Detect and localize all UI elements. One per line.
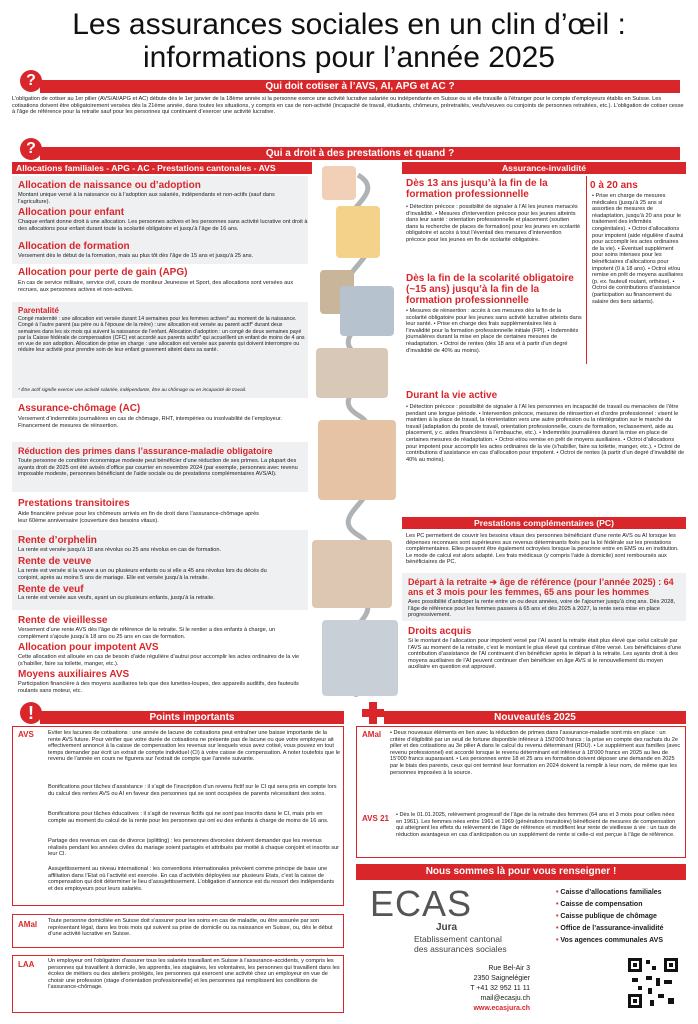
heading-transitoires: Prestations transitoires xyxy=(18,498,130,509)
note-parentalite: * Être actif signifie exercer une activité salariée, indépendante, être au chômage ou en incapacité de travail. xyxy=(18,388,247,393)
q1-text: L’obligation de cotiser au 1er pilier (AVS/AI/APG et AC) débute dès le 1er janvier de la 18ème année si la personne exerce une activité lucrative salariée ou indépendante en Suisse ou si elle travaille à l’étranger pour le compte d’employeurs établis en Suisse. Les cotisations doivent être obligatoirement versées dès la 21ème année, dans toutes les situations, y compris en cas de non-activité (incapacité de travail, étudiants, chômeurs, préretraités, veufs/veuves ou conjoints de personnes retraitées, etc.). L’obligation de cotiser cesse à l’âge de référence pour la retraite sauf pour les personnes qui continuent d’exercer une activité lucrative. xyxy=(12,96,684,116)
couple-photo xyxy=(312,540,392,608)
text-orphelin: La rente est versée jusqu’à 18 ans révolus ou 25 ans révolus en cas de formation. xyxy=(18,547,222,553)
plus-icon xyxy=(362,702,384,724)
right-subheader: Assurance-invalidité xyxy=(402,162,686,174)
service-2: • Caisse de compensation xyxy=(556,901,643,908)
text-vie-active: • Détection précoce : possibilité de signaler à l’AI les personnes en incapacité de travail ou menacées de l’être pendant une longue période. • Intervention précoce, mesures de réinsertion et d’ordre professionnel : visent le maintien à la place de travail, la réorientation vers une autre profession ou la réintégration sur le marché du travail (adaptation du poste de travail, orientation professionnelle, cours de formation, reclassement, aide au placement, y c. aides financières à l’embauche, etc.). • Indemnités journalières durant la mise en place de certaines mesures de réadaptation. • Octroi et/ou remise en prêt de moyens auxiliaires. • Octroi d’allocations pour impotent pour accomplir les actes ordinaires de la vie (s’habiller, faire sa toilette, manger, etc.). • Octroi de contributions d’assistance en cas d’allocation pour impotent. • Octroi de rentes (à partir d’un degré d’invalidité de 40% au moins). xyxy=(406,404,685,463)
text-scolarite: • Mesures de réinsertion : accès à ces mesures dès la fin de la scolarité obligatoire pour les jeunes sans activité lucrative atteints dans leur santé. • Prise en charge des frais supplémentaires liés à l’invalidité pour la formation professionnelle initiale (FPI). • Indemnités journalières durant la mise en place de certaines mesures de réadaptation. • Octroi de rentes (dès 18 ans et à partir d’un degré d’invalidité de 40% au moins). xyxy=(406,308,582,354)
address-line-2: 2350 Saignelégier xyxy=(473,975,530,982)
q2-bar: Qui a droit à des prestations et quand ? xyxy=(40,147,680,160)
text-moyens: Participation financière à des moyens auxiliaires tels que des lunettes-loupes, des appareils auditifs, des fauteuils roulants sans moteur, etc. xyxy=(18,681,299,694)
point-laa: Un employeur ont l’obligation d’assurer tous les salariés travaillant en Suisse à l’assurance-accidents, y compris les personnes qui travaillent à domicile, les apprentis, les stagiaires, les volontaires, les personnes qui travaillent dans les écoles de métiers ou des ateliers protégés, les personnes qui exercent une activité chez un employeur en vue de choisir une profession (stage d’orientation professionnelle) et les personnes qui remplissent les conditions de l’assurance-chômage. xyxy=(48,958,340,991)
heading-primes: Réduction des primes dans l’assurance-maladie obligatoire xyxy=(18,446,273,456)
text-primes: Toute personne de condition économique modeste peut bénéficier d’une réduction de ses primes. La plupart des ayants droit de 2025 ont été avisés d’office par courrier en novembre 2024 (par exemple, personnes avec revenu imposable modeste, personnes bénéficiant de l’aide sociale ou de prestations complémentaires AVS/AI). xyxy=(18,458,298,478)
label-avs: AVS xyxy=(18,730,34,739)
label-laa: LAA xyxy=(18,960,35,969)
qr-code-icon[interactable] xyxy=(628,958,678,1008)
website-link[interactable]: www.ecasjura.ch xyxy=(473,1005,530,1012)
heading-impotent: Allocation pour impotent AVS xyxy=(18,642,159,653)
service-1: • Caisse d’allocations familiales xyxy=(556,889,662,896)
heading-0-20: 0 à 20 ans xyxy=(590,180,638,191)
phone: T +41 32 952 11 11 xyxy=(470,985,530,992)
child-photo xyxy=(336,206,380,258)
email-link[interactable]: mail@ecasju.ch xyxy=(480,995,530,1002)
heading-enfant: Allocation pour enfant xyxy=(18,207,125,218)
text-veuf: La rente est versée aux veufs, ayant un ou plusieurs enfants, jusqu’à la retraite. xyxy=(18,595,215,601)
text-parentalite: Congé maternité : une allocation est versée durant 14 semaines pour les femmes actives* au moment de la naissance. Congé à l’autre parent (au père ou à l’épouse de la mère) : une allocation est versée au parent actif* durant deux semaines dans les six mois qui suivent la naissance de l’enfant. Allocation d’adoption : un congé de deux semaines payé par la Caisse fédérale de compensation (CFC) est accordé aux parents actifs* qui accueillent un enfant de moins de 4 ans en vue de son adoption. Allocation de prise en charge : une allocation est versée aux parents qui doivent interrompre ou réduire leur activité pour prendre soin de leur enfant gravement atteint dans sa santé. xyxy=(18,316,305,354)
ecas-logo: ECAS xyxy=(370,883,473,924)
text-enfant: Chaque enfant donne droit à une allocation. Les personnes actives et les personnes sans activité lucrative ont droit à des allocations pour enfant durant toute la scolarité obligatoire et jusqu’à l’âge de 16 ans. xyxy=(18,219,308,232)
title-line-1: Les assurances sociales en un clin d’œil : xyxy=(72,8,626,41)
ecas-bar: Nous sommes là pour vous renseigner ! xyxy=(356,864,686,880)
point-educatives: Bonifications pour tâches éducatives : il s’agit de revenus fictifs qui ne sont pas inscrits dans le CI, mais pris en compte au moment du calcul de la rente pour les personnes qui ont eu des enfants à charge de moins de 16 ans. xyxy=(48,811,329,824)
text-veuve: La rente est versée si la veuve a un ou plusieurs enfants ou si elle a 45 ans révolus lors du décès du conjoint, après au moins 5 ans de mariage. Elle est versée jusqu’à la retraite. xyxy=(18,568,267,581)
baby-photo xyxy=(322,166,356,200)
nouveaute-amal: • Deux nouveaux éléments en lien avec la réduction de primes dans l’assurance-maladie sont mis en place : un critère d’éligibilité par un seuil de fortune disponible inférieur à 150’000 francs ; la prise en compte des rachats du 2e pilier et des cotisations au 3e pilier A dans le calcul du revenu déterminant (RDU). • Le supplément aux familles (avec revenu professionnel) est accordé lorsque le revenu déterminant est inférieur à 18’000 francs en 2025 au lieu de 15’000 francs auparavant. • Les personnes entre 18 et 25 ans en formation doivent déposer une demande en 2025 par le biais des parents, ceux qui ont terminé leur formation en 2024 doivent la remplir à leur nom, de même que les personnes imposées à la source. xyxy=(390,730,681,776)
point-amal: Toute personne domiciliée en Suisse doit s’assurer pour les soins en cas de maladie, ou être assurée par son représentant légal, dans les trois mois qui suivent sa prise de domicile ou sa naissance en Suisse, ou, dès le début d’une activité lucrative en Suisse. xyxy=(48,918,333,938)
heading-veuf: Rente de veuf xyxy=(18,584,84,595)
text-transitoires: Aide financière prévue pour les chômeurs arrivés en fin de droit dans l’assurance-chômage après leur 60ème anniversaire (couverture des besoins vitaux). xyxy=(18,511,259,524)
student-photo xyxy=(340,286,394,336)
service-3: • Caisse publique de chômage xyxy=(556,913,657,920)
nouveaute-avs21: • Dès le 01.01.2025, relèvement progressif de l’âge de la retraite des femmes (64 ans et 3 mois pour celles nées en 1961). Les femmes nées entre 1961 et 1969 (génération transitoire) bénéficient de mesures de compensation qui atteignent les effets du relèvement de l’âge de référence et modifient leur rente de vieillesse à vie : un taux de réduction avantageux en cas d’anticipation ou un supplément de rente si celle-ci est perçue à l’âge de référence. xyxy=(396,812,677,838)
text-13ans: • Détection précoce : possibilité de signaler à l’AI les jeunes menacés d’invalidité. • Mesures d’intervention précoce pour les jeunes atteints dans leur santé : orientation professionnelle et placement (soutien dans la recherche de places de formation) pour les jeunes en scolarité obligatoire et accès à tout l’éventail des mesures d’intervention précoce pour les jeunes en fin de scolarité obligatoire. xyxy=(406,204,581,243)
point-international: Assujettissement au niveau international : les conventions internationales prévoient comme principe de base une affiliation dans l’Etat où l’activité est exercée. En cas d’activités déployées sur plusieurs Etats, c’est la caisse de compensation qui doit déterminer le lieu d’assujettissement. L’obligation d’annonce est du ressort des indépendants et des employeurs pour leurs salariés. xyxy=(48,866,335,892)
service-4: • Office de l’assurance-invalidité xyxy=(556,925,664,932)
left-subheader: Allocations familiales - APG - AC - Prestations cantonales - AVS xyxy=(12,162,312,174)
laptop-photo xyxy=(316,348,388,398)
ecas-name-1: Etablissement cantonal xyxy=(414,934,502,944)
text-0-20: • Prise en charge de mesures médicales (jusqu’à 25 ans si assorties de mesures de réadaptation, jusqu’à 20 ans pour le traitement des infirmités congénitales). • Octroi d’allocations pour impotent (aide régulière d’autrui pour accomplir les actes ordinaires de la vie). • Éventuel supplément pour soins intenses pour les bénéficiaires d’allocations pour impotent (0 à 18 ans). • Octroi et/ou remise en prêt de moyens auxiliaires (p. ex. fauteuil roulant, orthèse). • Octroi de contributions d’assistance (participation au financement du salaire des tiers aidants). xyxy=(592,193,684,305)
text-vieillesse: Versement d’une rente AVS dès l’âge de référence de la retraite. Si le rentier a des enfants à charge, un complément s’ajoute jusqu’à 18 ans ou 25 ans en cas de formation. xyxy=(18,627,276,640)
text-naissance: Montant unique versé à la naissance ou à l’adoption aux salariés, indépendants et non-actifs (sauf dans l’agriculture). xyxy=(18,192,275,205)
heading-depart: Départ à la retraite ➔ âge de référence (pour l’année 2025) : 64 ans et 3 mois pour les femmes, 65 ans pour les hommes xyxy=(408,577,674,597)
exclamation-icon: ! xyxy=(20,702,42,724)
point-divorce: Partage des revenus en cas de divorce (splitting) : les personnes divorcées doivent demander que les revenus réalisés pendant les années civiles du mariage soient partagés et attribués par moitié à chaque conjoint et inscrits sur leur CI. xyxy=(48,838,340,858)
text-formation: Versement dès le début de la formation, mais au plus tôt dès l’âge de 15 ans et jusqu’à 25 ans. xyxy=(18,253,254,259)
question-mark-icon-2: ? xyxy=(20,138,42,160)
heading-chomage: Assurance-chômage (AC) xyxy=(18,403,141,414)
point-assistance: Bonifications pour tâches d’assistance : il s’agit de l’inscription d’un revenu fictif sur le CI qui sera pris en compte lors du calcul des rentes AVS ou AI en faveur des personnes qui se sont occupées de parents nécessitant des soins. xyxy=(48,784,337,797)
heading-vieillesse: Rente de vieillesse xyxy=(18,615,108,626)
address-line-1: Rue Bel-Air 3 xyxy=(488,965,530,972)
points-bar: Points importants xyxy=(40,711,344,724)
pc-subheader: Prestations complémentaires (PC) xyxy=(402,517,686,529)
heading-orphelin: Rente d’orphelin xyxy=(18,535,97,546)
heading-13ans: Dès 13 ans jusqu’à la fin de la formation professionnelle xyxy=(406,178,548,200)
heading-moyens: Moyens auxiliaires AVS xyxy=(18,669,130,680)
q1-bar: Qui doit cotiser à l’AVS, AI, APG et AC ? xyxy=(40,80,680,93)
text-chomage: Versement d’indemnités journalières en cas de chômage, RHT, intempéries ou insolvabilité de l’employeur. Financement de mesures de réinsertion. xyxy=(18,416,282,429)
heading-veuve: Rente de veuve xyxy=(18,556,92,567)
service-5: • Vos agences communales AVS xyxy=(556,937,663,944)
text-apg: En cas de service militaire, service civil, cours de moniteur Jeunesse et Sport, des allocations sont versées aux recrues, aux personnes actives et non-actives. xyxy=(18,280,294,293)
heading-formation: Allocation de formation xyxy=(18,241,130,252)
page-title xyxy=(0,8,698,74)
heading-apg: Allocation pour perte de gain (APG) xyxy=(18,267,188,278)
question-mark-icon: ? xyxy=(20,70,42,92)
text-impotent: Cette allocation est allouée en cas de besoin d’aide régulière d’autrui pour accomplir les actes ordinaires de la vie (s’habiller, faire sa toilette, manger, etc.). xyxy=(18,654,300,667)
ecas-jura: Jura xyxy=(436,922,458,933)
point-lacunes: Eviter les lacunes de cotisations : une année de lacune de cotisations peut entraîner une baisse importante de la rente AVS future. Pour vérifier que votre durée de cotisations ne présente pas de lacune ou que votre employeur ait effectivement annoncé à la caisse de compensation les revenus sur lesquels vous avez cotisé, vous pouvez en tout temps demander par écrit un extrait de compte individuel (CI) à votre caisse de compensation. A noter toutefois que le revenu de l’année en cours ne figurera sur l’extrait de compte que l’année suivante. xyxy=(48,730,340,763)
text-pc: Les PC permettent de couvrir les besoins vitaux des personnes bénéficiant d’une rente AVS ou AI lorsque les dépenses reconnues sont supérieures aux revenus déterminants fixés par la loi fédérale sur les prestations complémentaires. Elles peuvent être également octroyées lorsque la personne entre en EMS ou en institution. Le mode de calcul est alors adapté. Les frais médicaux (y compris l’aide à domicile) sont remboursés aux bénéficiaires de PC. xyxy=(406,533,679,566)
label-avs21: AVS 21 xyxy=(362,814,389,823)
heading-naissance: Allocation de naissance ou d’adoption xyxy=(18,180,201,191)
heading-droits: Droits acquis xyxy=(408,626,472,637)
text-droits: Si le montant de l’allocation pour impotent versé par l’AI avant la retraite était plus élevé que celui calculé par l’AVS au moment de la retraite, c’est le montant le plus élevé qui continue d’être versé. Les bénéficiaires d’une contribution d’assistance de l’AI continuent d’en bénéficier après le départ à la retraite. Les ayants droit à des moyens auxiliaires de l’AI peuvent continuer d’en bénéficier en âge AVS si le renouvellement du moyen auxiliaire en question est approuvé. xyxy=(408,638,682,671)
family-photo xyxy=(318,420,396,500)
text-depart: Avec possibilité d’anticiper la rente entre un ou deux années, voire de l’ajourner jusqu’à cinq ans. Dès 2028, l’âge de référence pour les femmes passera à 65 ans et dès 2025 à 2027, la rente sera mise en place progressivement. xyxy=(408,599,676,619)
heading-vie-active: Durant la vie active xyxy=(406,390,498,401)
heading-parentalite: Parentalité xyxy=(18,306,59,315)
ecas-name-2: des assurances sociales xyxy=(414,944,507,954)
title-line-2: informations pour l’année 2025 xyxy=(143,41,555,74)
heading-scolarite: Dès la fin de la scolarité obligatoire (~15 ans) jusqu’à la fin de la formation professionnelle xyxy=(406,273,574,306)
label-nv-amal: AMal xyxy=(362,730,382,739)
seniors-photo xyxy=(322,620,398,696)
label-amal: AMal xyxy=(18,920,38,929)
nouveautes-bar: Nouveautés 2025 xyxy=(384,711,686,724)
